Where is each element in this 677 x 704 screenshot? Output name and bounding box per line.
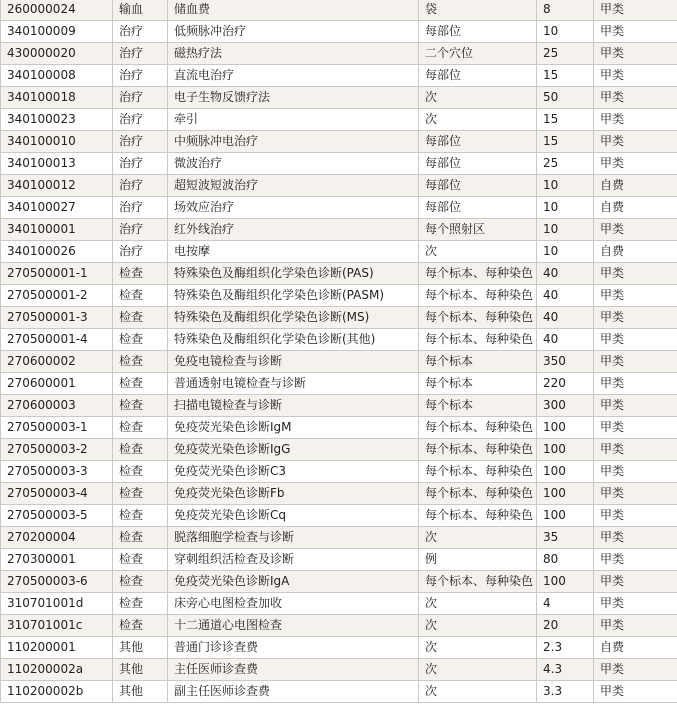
item-name-cell: 脱落细胞学检查与诊断 xyxy=(168,527,419,549)
item-name-cell: 场效应治疗 xyxy=(168,197,419,219)
unit-cell: 每部位 xyxy=(419,175,537,197)
category-cell: 检查 xyxy=(113,615,168,637)
category-cell: 检查 xyxy=(113,439,168,461)
item-name-cell: 副主任医师诊查费 xyxy=(168,681,419,703)
price-cell: 80 xyxy=(537,549,594,571)
unit-cell: 次 xyxy=(419,637,537,659)
item-code-cell: 310701001c xyxy=(1,615,113,637)
table-row xyxy=(1,681,677,703)
item-name-cell: 床旁心电图检查加收 xyxy=(168,593,419,615)
item-code-cell: 430000020 xyxy=(1,43,113,65)
table-row xyxy=(1,307,677,329)
insurance-class-cell: 甲类 xyxy=(594,21,677,43)
item-name-cell: 十二通道心电图检查 xyxy=(168,615,419,637)
unit-cell: 每个标本、每种染色 xyxy=(419,439,537,461)
category-cell: 检查 xyxy=(113,549,168,571)
unit-cell: 次 xyxy=(419,87,537,109)
price-cell: 100 xyxy=(537,571,594,593)
item-code-cell: 270500003-1 xyxy=(1,417,113,439)
category-cell: 检查 xyxy=(113,527,168,549)
category-cell: 其他 xyxy=(113,637,168,659)
item-name-cell: 免疫荧光染色诊断Cq xyxy=(168,505,419,527)
item-code-cell: 340100023 xyxy=(1,109,113,131)
table-row xyxy=(1,153,677,175)
item-code-cell: 270500003-3 xyxy=(1,461,113,483)
price-cell: 15 xyxy=(537,65,594,87)
unit-cell: 每个标本 xyxy=(419,373,537,395)
price-cell: 10 xyxy=(537,21,594,43)
insurance-class-cell: 甲类 xyxy=(594,87,677,109)
unit-cell: 每个照射区 xyxy=(419,219,537,241)
insurance-class-cell: 自费 xyxy=(594,637,677,659)
category-cell: 治疗 xyxy=(113,65,168,87)
price-cell: 4 xyxy=(537,593,594,615)
unit-cell: 每部位 xyxy=(419,197,537,219)
table-row xyxy=(1,395,677,417)
item-code-cell: 270200004 xyxy=(1,527,113,549)
insurance-class-cell: 甲类 xyxy=(594,571,677,593)
insurance-class-cell: 甲类 xyxy=(594,109,677,131)
price-cell: 3.3 xyxy=(537,681,594,703)
item-name-cell: 特殊染色及酶组织化学染色诊断(其他) xyxy=(168,329,419,351)
unit-cell: 次 xyxy=(419,593,537,615)
item-name-cell: 特殊染色及酶组织化学染色诊断(PASM) xyxy=(168,285,419,307)
category-cell: 检查 xyxy=(113,329,168,351)
price-cell: 100 xyxy=(537,505,594,527)
insurance-class-cell: 甲类 xyxy=(594,681,677,703)
insurance-class-cell: 甲类 xyxy=(594,395,677,417)
table-row xyxy=(1,483,677,505)
insurance-class-cell: 甲类 xyxy=(594,439,677,461)
item-name-cell: 直流电治疗 xyxy=(168,65,419,87)
price-cell: 2.3 xyxy=(537,637,594,659)
item-code-cell: 340100018 xyxy=(1,87,113,109)
item-name-cell: 低频脉冲治疗 xyxy=(168,21,419,43)
price-cell: 100 xyxy=(537,439,594,461)
unit-cell: 次 xyxy=(419,681,537,703)
table-row xyxy=(1,109,677,131)
item-code-cell: 340100026 xyxy=(1,241,113,263)
category-cell: 检查 xyxy=(113,483,168,505)
insurance-class-cell: 甲类 xyxy=(594,505,677,527)
category-cell: 治疗 xyxy=(113,43,168,65)
item-code-cell: 270500003-6 xyxy=(1,571,113,593)
item-name-cell: 扫描电镜检查与诊断 xyxy=(168,395,419,417)
table-row xyxy=(1,659,677,681)
category-cell: 检查 xyxy=(113,461,168,483)
price-cell: 50 xyxy=(537,87,594,109)
price-cell: 4.3 xyxy=(537,659,594,681)
category-cell: 治疗 xyxy=(113,131,168,153)
table-row xyxy=(1,593,677,615)
category-cell: 治疗 xyxy=(113,241,168,263)
price-cell: 25 xyxy=(537,43,594,65)
table-row xyxy=(1,285,677,307)
item-code-cell: 260000024 xyxy=(1,0,113,21)
category-cell: 检查 xyxy=(113,263,168,285)
table-row xyxy=(1,571,677,593)
insurance-class-cell: 甲类 xyxy=(594,0,677,21)
table-row xyxy=(1,131,677,153)
table-row xyxy=(1,21,677,43)
insurance-class-cell: 甲类 xyxy=(594,549,677,571)
item-name-cell: 免疫电镜检查与诊断 xyxy=(168,351,419,373)
table-row xyxy=(1,263,677,285)
price-cell: 100 xyxy=(537,461,594,483)
unit-cell: 每个标本 xyxy=(419,351,537,373)
unit-cell: 每个标本、每种染色 xyxy=(419,483,537,505)
table-row xyxy=(1,373,677,395)
price-cell: 10 xyxy=(537,219,594,241)
price-cell: 40 xyxy=(537,263,594,285)
unit-cell: 次 xyxy=(419,527,537,549)
price-cell: 40 xyxy=(537,285,594,307)
item-name-cell: 普通门诊诊查费 xyxy=(168,637,419,659)
unit-cell: 每部位 xyxy=(419,21,537,43)
unit-cell: 次 xyxy=(419,659,537,681)
item-name-cell: 主任医师诊查费 xyxy=(168,659,419,681)
insurance-class-cell: 甲类 xyxy=(594,285,677,307)
item-name-cell: 免疫荧光染色诊断Fb xyxy=(168,483,419,505)
unit-cell: 每个标本、每种染色 xyxy=(419,329,537,351)
item-code-cell: 110200002a xyxy=(1,659,113,681)
item-code-cell: 110200002b xyxy=(1,681,113,703)
item-name-cell: 微波治疗 xyxy=(168,153,419,175)
insurance-class-cell: 甲类 xyxy=(594,263,677,285)
price-cell: 15 xyxy=(537,131,594,153)
price-cell: 8 xyxy=(537,0,594,21)
item-code-cell: 270300001 xyxy=(1,549,113,571)
table-row xyxy=(1,219,677,241)
unit-cell: 次 xyxy=(419,109,537,131)
unit-cell: 每个标本、每种染色 xyxy=(419,285,537,307)
table-row xyxy=(1,461,677,483)
unit-cell: 每部位 xyxy=(419,131,537,153)
price-cell: 35 xyxy=(537,527,594,549)
category-cell: 治疗 xyxy=(113,175,168,197)
item-code-cell: 270600003 xyxy=(1,395,113,417)
category-cell: 其他 xyxy=(113,659,168,681)
item-code-cell: 270500003-2 xyxy=(1,439,113,461)
insurance-class-cell: 甲类 xyxy=(594,219,677,241)
item-name-cell: 特殊染色及酶组织化学染色诊断(MS) xyxy=(168,307,419,329)
category-cell: 治疗 xyxy=(113,219,168,241)
item-code-cell: 270500001-3 xyxy=(1,307,113,329)
unit-cell: 每部位 xyxy=(419,65,537,87)
item-code-cell: 270500003-4 xyxy=(1,483,113,505)
insurance-class-cell: 甲类 xyxy=(594,373,677,395)
item-code-cell: 270500001-1 xyxy=(1,263,113,285)
price-cell: 15 xyxy=(537,109,594,131)
table-row xyxy=(1,87,677,109)
category-cell: 检查 xyxy=(113,571,168,593)
item-name-cell: 电子生物反馈疗法 xyxy=(168,87,419,109)
fee-table-body xyxy=(1,0,677,703)
category-cell: 检查 xyxy=(113,351,168,373)
insurance-class-cell: 自费 xyxy=(594,241,677,263)
insurance-class-cell: 甲类 xyxy=(594,65,677,87)
insurance-class-cell: 甲类 xyxy=(594,615,677,637)
item-code-cell: 270500003-5 xyxy=(1,505,113,527)
unit-cell: 每个标本 xyxy=(419,395,537,417)
price-cell: 25 xyxy=(537,153,594,175)
insurance-class-cell: 甲类 xyxy=(594,43,677,65)
category-cell: 检查 xyxy=(113,373,168,395)
unit-cell: 二个穴位 xyxy=(419,43,537,65)
item-name-cell: 牵引 xyxy=(168,109,419,131)
insurance-class-cell: 甲类 xyxy=(594,593,677,615)
item-name-cell: 免疫荧光染色诊断IgG xyxy=(168,439,419,461)
category-cell: 检查 xyxy=(113,395,168,417)
category-cell: 治疗 xyxy=(113,21,168,43)
item-name-cell: 免疫荧光染色诊断IgA xyxy=(168,571,419,593)
price-cell: 220 xyxy=(537,373,594,395)
unit-cell: 次 xyxy=(419,241,537,263)
item-name-cell: 磁热疗法 xyxy=(168,43,419,65)
price-cell: 40 xyxy=(537,307,594,329)
insurance-class-cell: 甲类 xyxy=(594,329,677,351)
insurance-class-cell: 甲类 xyxy=(594,659,677,681)
price-cell: 10 xyxy=(537,175,594,197)
unit-cell: 每个标本、每种染色 xyxy=(419,307,537,329)
insurance-class-cell: 甲类 xyxy=(594,417,677,439)
insurance-class-cell: 自费 xyxy=(594,175,677,197)
insurance-class-cell: 甲类 xyxy=(594,461,677,483)
table-row xyxy=(1,637,677,659)
price-cell: 40 xyxy=(537,329,594,351)
item-code-cell: 340100010 xyxy=(1,131,113,153)
price-cell: 100 xyxy=(537,483,594,505)
price-cell: 10 xyxy=(537,241,594,263)
table-row xyxy=(1,175,677,197)
table-row xyxy=(1,439,677,461)
item-name-cell: 红外线治疗 xyxy=(168,219,419,241)
category-cell: 检查 xyxy=(113,505,168,527)
insurance-class-cell: 甲类 xyxy=(594,153,677,175)
item-name-cell: 免疫荧光染色诊断C3 xyxy=(168,461,419,483)
category-cell: 治疗 xyxy=(113,109,168,131)
unit-cell: 例 xyxy=(419,549,537,571)
insurance-class-cell: 甲类 xyxy=(594,527,677,549)
category-cell: 检查 xyxy=(113,417,168,439)
table-row xyxy=(1,329,677,351)
table-row xyxy=(1,505,677,527)
insurance-class-cell: 甲类 xyxy=(594,131,677,153)
item-code-cell: 310701001d xyxy=(1,593,113,615)
category-cell: 检查 xyxy=(113,307,168,329)
table-row xyxy=(1,197,677,219)
table-row xyxy=(1,65,677,87)
unit-cell: 每个标本、每种染色 xyxy=(419,263,537,285)
unit-cell: 袋 xyxy=(419,0,537,21)
category-cell: 治疗 xyxy=(113,153,168,175)
item-name-cell: 超短波短波治疗 xyxy=(168,175,419,197)
price-cell: 10 xyxy=(537,197,594,219)
table-row xyxy=(1,0,677,21)
category-cell: 治疗 xyxy=(113,197,168,219)
table-row xyxy=(1,241,677,263)
table-row xyxy=(1,527,677,549)
insurance-class-cell: 甲类 xyxy=(594,483,677,505)
item-name-cell: 免疫荧光染色诊断IgM xyxy=(168,417,419,439)
item-code-cell: 340100001 xyxy=(1,219,113,241)
table-row xyxy=(1,351,677,373)
unit-cell: 次 xyxy=(419,615,537,637)
item-name-cell: 特殊染色及酶组织化学染色诊断(PAS) xyxy=(168,263,419,285)
item-code-cell: 270600002 xyxy=(1,351,113,373)
table-row xyxy=(1,549,677,571)
item-code-cell: 270500001-4 xyxy=(1,329,113,351)
category-cell: 治疗 xyxy=(113,87,168,109)
unit-cell: 每个标本、每种染色 xyxy=(419,417,537,439)
price-cell: 100 xyxy=(537,417,594,439)
item-name-cell: 穿刺组织活检查及诊断 xyxy=(168,549,419,571)
table-row xyxy=(1,417,677,439)
item-name-cell: 普通透射电镜检查与诊断 xyxy=(168,373,419,395)
price-cell: 350 xyxy=(537,351,594,373)
category-cell: 检查 xyxy=(113,593,168,615)
item-code-cell: 340100009 xyxy=(1,21,113,43)
item-name-cell: 中频脉冲电治疗 xyxy=(168,131,419,153)
category-cell: 其他 xyxy=(113,681,168,703)
item-name-cell: 电按摩 xyxy=(168,241,419,263)
item-code-cell: 110200001 xyxy=(1,637,113,659)
price-cell: 20 xyxy=(537,615,594,637)
table-row xyxy=(1,615,677,637)
price-cell: 300 xyxy=(537,395,594,417)
category-cell: 检查 xyxy=(113,285,168,307)
insurance-class-cell: 自费 xyxy=(594,197,677,219)
item-code-cell: 340100008 xyxy=(1,65,113,87)
table-row xyxy=(1,43,677,65)
item-code-cell: 340100027 xyxy=(1,197,113,219)
unit-cell: 每部位 xyxy=(419,153,537,175)
unit-cell: 每个标本、每种染色 xyxy=(419,461,537,483)
item-code-cell: 270500001-2 xyxy=(1,285,113,307)
unit-cell: 每个标本、每种染色 xyxy=(419,571,537,593)
unit-cell: 每个标本、每种染色 xyxy=(419,505,537,527)
item-code-cell: 340100012 xyxy=(1,175,113,197)
item-name-cell: 储血费 xyxy=(168,0,419,21)
insurance-class-cell: 甲类 xyxy=(594,351,677,373)
insurance-class-cell: 甲类 xyxy=(594,307,677,329)
item-code-cell: 270600001 xyxy=(1,373,113,395)
item-code-cell: 340100013 xyxy=(1,153,113,175)
category-cell: 输血 xyxy=(113,0,168,21)
